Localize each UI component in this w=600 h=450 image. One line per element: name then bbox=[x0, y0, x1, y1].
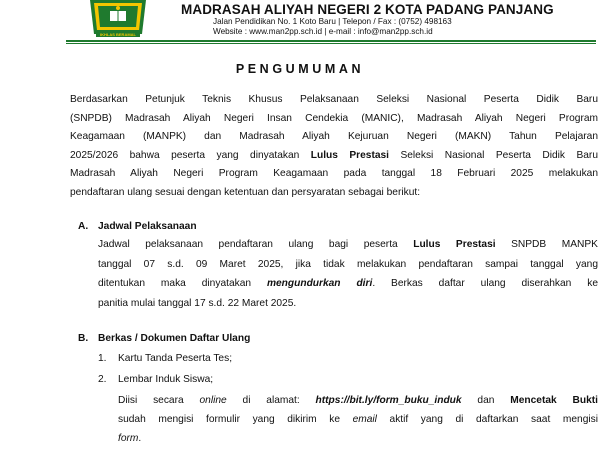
letterhead bbox=[0, 0, 600, 48]
mencetak-bukti-bold: Mencetak Bukti bbox=[510, 395, 598, 406]
detail-text: Diisi secara bbox=[118, 395, 200, 406]
section-a-line: panitia mulai tanggal 17 s.d. 22 Maret 2025. bbox=[98, 297, 297, 309]
form-italic: form bbox=[118, 433, 139, 444]
section-index: B. bbox=[78, 333, 89, 344]
list-number: 1. bbox=[98, 353, 107, 364]
letterhead-rule-thick bbox=[66, 40, 596, 42]
intro-text: 2025/2026 bahwa peserta yang dinyatakan bbox=[70, 149, 311, 161]
list-number: 2. bbox=[98, 374, 107, 385]
section-title: Berkas / Dokumen Daftar Ulang bbox=[98, 333, 251, 344]
section-a-body bbox=[98, 235, 598, 313]
body-text: SNPDB MANPK bbox=[495, 239, 598, 250]
list-item bbox=[98, 374, 213, 385]
section-title: Jadwal Pelaksanaan bbox=[98, 221, 197, 232]
body-text: Jadwal pelaksanaan pendaftaran ulang bagi peserta bbox=[98, 239, 414, 250]
section-a-line bbox=[98, 274, 598, 294]
mengundurkan-diri-emphasis: mengundurkan diri bbox=[266, 278, 373, 289]
detail-text: sudah mengisi formulir yang dikirim ke bbox=[118, 414, 353, 425]
detail-line bbox=[118, 410, 598, 429]
school-address: Jalan Pendidikan No. 1 Koto Baru | Telepon / Fax : (0752) 498163 bbox=[213, 17, 452, 26]
intro-line: Keagamaan (MANPK) dan Madrasah Aliyah Kejuruan Negeri (MAKN) Tahun Pelajaran bbox=[70, 131, 598, 142]
lulus-prestasi-bold: Lulus Prestasi bbox=[413, 239, 496, 250]
list-item bbox=[98, 353, 232, 364]
online-italic: online bbox=[199, 395, 227, 406]
intro-line: pendaftaran ulang sesuai dengan ketentuan dan persyaratan sebagai berikut: bbox=[70, 186, 421, 198]
item-2-detail bbox=[118, 391, 598, 448]
section-a-heading bbox=[78, 221, 197, 232]
detail-text: di alamat: bbox=[226, 395, 316, 406]
intro-text: Seleksi Nasional Peserta Didik Baru bbox=[389, 149, 598, 161]
madrasah-logo-icon bbox=[82, 0, 154, 40]
section-a-line: tanggal 07 s.d. 09 Maret 2025, jika tidak melakukan pendaftaran sampai tanggal yang bbox=[98, 258, 598, 270]
email-italic: email bbox=[352, 414, 377, 425]
detail-text: . bbox=[138, 433, 142, 444]
detail-text: dan bbox=[461, 395, 511, 406]
school-contact: Website : www.man2pp.sch.id | e-mail : info@man2pp.sch.id bbox=[213, 27, 433, 36]
announcement-title: PENGUMUMAN bbox=[235, 62, 365, 76]
intro-paragraph bbox=[70, 91, 598, 202]
intro-line: Berdasarkan Petunjuk Teknis Khusus Pelaksanaan Seleksi Nasional Peserta Didik Baru bbox=[70, 94, 598, 105]
intro-line bbox=[70, 147, 598, 166]
body-text: . Berkas daftar ulang diserahkan ke bbox=[372, 278, 599, 289]
list-text: Lembar Induk Siswa; bbox=[118, 374, 214, 385]
svg-text:IKHLAS BERAMAL: IKHLAS BERAMAL bbox=[100, 32, 136, 37]
intro-line: Madrasah Aliyah Negeri Program Keagamaan pada tanggal 18 Februari 2025 melakukan bbox=[70, 168, 598, 179]
list-text: Kartu Tanda Peserta Tes; bbox=[118, 353, 233, 364]
intro-line: (SNPDB) Madrasah Aliyah Negeri Insan Cendekia (MANIC), Madrasah Aliyah Negeri Program bbox=[70, 112, 598, 124]
lulus-prestasi-bold: Lulus Prestasi bbox=[310, 149, 390, 161]
school-name: MADRASAH ALIYAH NEGERI 2 KOTA PADANG PANJANG bbox=[181, 2, 554, 17]
letterhead-rule-thin bbox=[66, 43, 596, 44]
detail-line bbox=[118, 429, 598, 448]
body-text: ditentukan maka dinyatakan bbox=[98, 278, 267, 289]
section-index: A. bbox=[78, 221, 89, 232]
detail-line bbox=[118, 391, 598, 410]
detail-text: aktif yang di daftarkan saat mengisi bbox=[376, 414, 598, 425]
form-link[interactable]: https://bit.ly/form_buku_induk bbox=[315, 395, 462, 406]
section-a-line bbox=[98, 235, 598, 255]
section-b-heading bbox=[78, 333, 250, 344]
